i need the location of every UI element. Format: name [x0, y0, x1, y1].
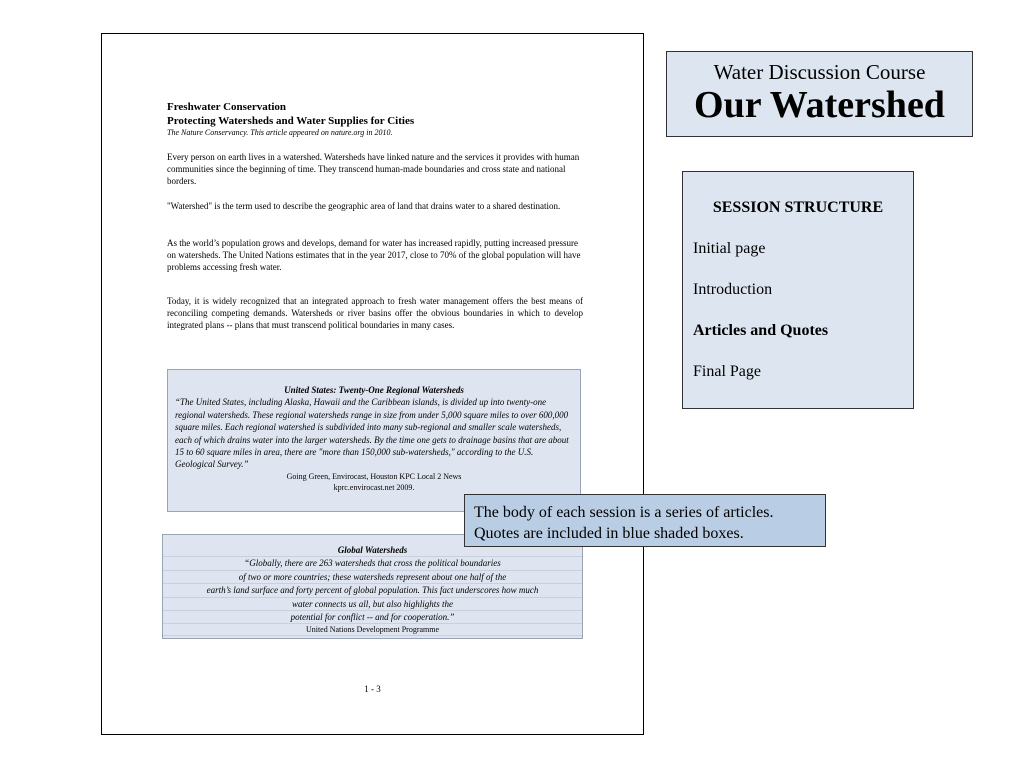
session-item-final-page: Final Page [693, 363, 761, 380]
quote-title: United States: Twenty-One Regional Watersheds [284, 385, 464, 395]
quote-box-global-watersheds [162, 534, 583, 639]
quote-citation: Going Green, Envirocast, Houston KPC Local 2 News [286, 471, 462, 481]
quote-line: of two or more countries; these watersheds represent about one half of the [163, 571, 582, 584]
callout-box: The body of each session is a series of articles. Quotes are included in blue shaded boxes. [464, 494, 826, 547]
quote-line: water connects us all, but also highlights the [163, 598, 582, 611]
quote-body: “The United States, including Alaska, Hawaii and the Caribbean islands, is divided up into twenty-one regional watersheds. These regional watersheds range in size from under 5,000 square miles to over 600,000 square miles. Each regional watershed is subdivided into many sub-regional and smaller scale watersheds, each of which drains water into the larger watersheds. By the time one gets to drainage basins that are about 15 to 60 square miles in area, there are "more than 150,000 sub-watersheds," according to the U.S. Geological Survey.” [175, 397, 569, 470]
course-title-box [666, 51, 973, 137]
session-structure-box [682, 171, 914, 409]
course-name: Water Discussion Course [713, 60, 926, 84]
quote-citation: kprc.envirocast.net 2009. [333, 482, 415, 492]
article-paragraph: Today, it is widely recognized that an integrated approach to fresh water management offers the best means of reconciling competing demands. Watersheds or river basins offer the obvious boundaries in which to develop integrated plans -- plans that must transcend political boundaries in many cases. [167, 296, 583, 331]
page-number: 1 - 3 [364, 684, 381, 694]
article-subheading: Protecting Watersheds and Water Supplies for Cities [167, 115, 415, 127]
article-header [167, 100, 587, 138]
session-item-introduction: Introduction [693, 281, 773, 298]
article-paragraph: As the world’s population grows and develops, demand for water has increased rapidly, putting increased pressure on watersheds. The United Nations estimates that in the year 2017, close to 70% of the global population will have problems accessing fresh water. [167, 238, 581, 273]
quote-citation: United Nations Development Programme [163, 624, 582, 636]
quote-title: Global Watersheds [163, 544, 582, 557]
article-paragraph: Every person on earth lives in a watershed. Watersheds have linked nature and the services it provides with human communities since the beginning of time. They transcend human-made boundaries and cross state and national borders. [167, 152, 580, 187]
article-heading: Freshwater Conservation [167, 101, 287, 113]
session-item-initial-page: Initial page [693, 240, 766, 257]
article-paragraph: "Watershed" is the term used to describe the geographic area of land that drains water to a shared destination. [167, 201, 561, 211]
document-page [101, 33, 644, 735]
quote-box-us-watersheds [167, 369, 581, 512]
quote-line: potential for conflict -- and for cooperation.” [163, 611, 582, 624]
course-title: Our Watershed [694, 84, 945, 126]
quote-line: earth’s land surface and forty percent of global population. This fact underscores how much [163, 584, 582, 597]
session-item-articles-and-quotes: Articles and Quotes [693, 322, 829, 339]
session-heading: SESSION STRUCTURE [712, 199, 884, 216]
article-source: The Nature Conservancy. This article appeared on nature.org in 2010. [167, 128, 393, 137]
quote-line: “Globally, there are 263 watersheds that cross the political boundaries [163, 557, 582, 570]
